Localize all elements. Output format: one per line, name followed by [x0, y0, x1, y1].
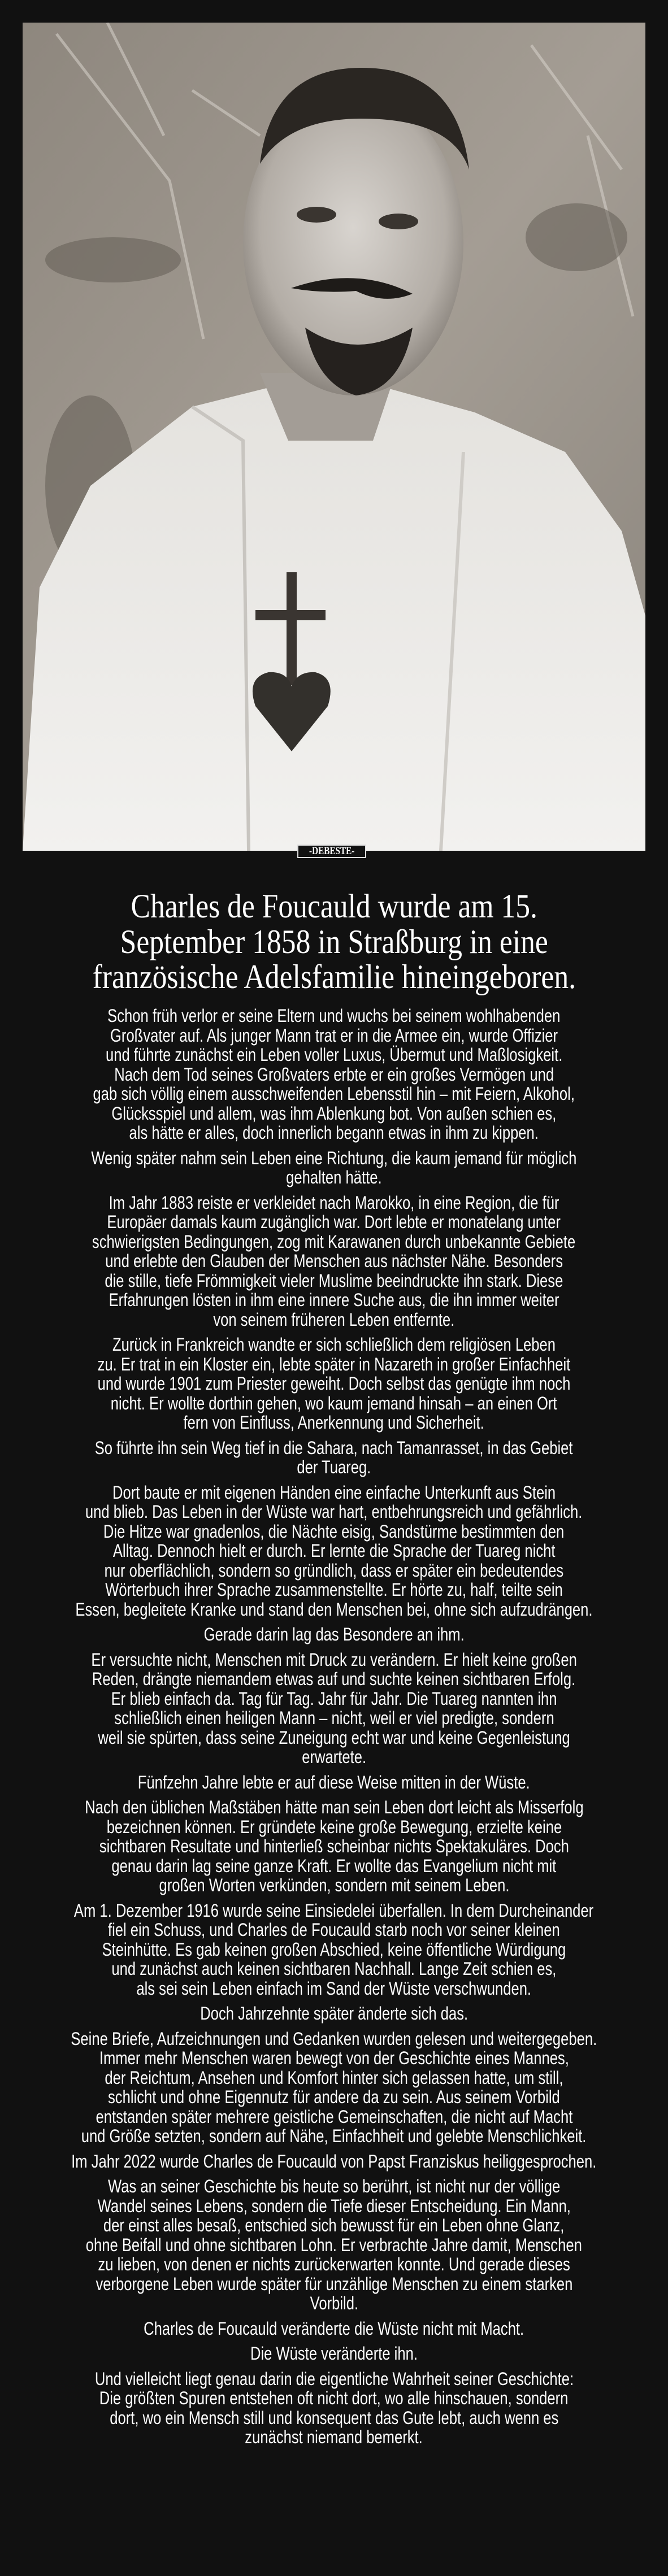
paragraph-line [0, 2029, 668, 2049]
paragraph-line [0, 2152, 668, 2172]
paragraph-line [0, 1979, 668, 1999]
paragraph-line [0, 1600, 668, 1620]
paragraph-text: von seinem früheren Leben entfernte. [213, 1309, 455, 1330]
paragraph-line [0, 1580, 668, 1600]
paragraph-line [0, 1212, 668, 1232]
paragraph [0, 2319, 668, 2339]
headline [0, 889, 668, 995]
paragraph-line [0, 1193, 668, 1213]
paragraph-text: Großvater auf. Als junger Mann trat er in die Armee ein, wurde Offizier [110, 1025, 558, 1046]
paragraph [0, 2177, 668, 2313]
paragraph-text: Er blieb einfach da. Tag für Tag. Jahr für Jahr. Die Tuareg nannten ihn [111, 1688, 557, 1709]
paragraph-line [0, 1065, 668, 1085]
paragraph-line [0, 1045, 668, 1065]
paragraph [0, 1006, 668, 1143]
paragraph-text: der Reichtum, Ansehen und Komfort hinter sich gelassen hatte, um still, [105, 2067, 563, 2088]
paragraph-line [0, 1394, 668, 1413]
paragraph-line [0, 1798, 668, 1817]
paragraph-line [0, 2369, 668, 2389]
paragraph-line [0, 1374, 668, 1394]
paragraph-text: genau darin lag seine ganze Kraft. Er wollte das Evangelium nicht mit [111, 1855, 557, 1876]
paragraph-line [0, 1959, 668, 1979]
paragraph-line [0, 1483, 668, 1503]
paragraph-text: und wurde 1901 zum Priester geweiht. Doch selbst das genügte ihm noch [97, 1373, 571, 1394]
paragraph [0, 1650, 668, 1767]
paragraph-line [0, 1123, 668, 1143]
paragraph [0, 1798, 668, 1895]
paragraph-line [0, 2274, 668, 2294]
paragraph-line [0, 2126, 668, 2146]
paragraph [0, 1901, 668, 1999]
article-body [0, 1006, 668, 2453]
paragraph-text: fiel ein Schuss, und Charles de Foucauld starb noch vor seiner kleinen [108, 1920, 560, 1940]
paragraph [0, 1773, 668, 1792]
paragraph-text: fern von Einfluss, Anerkennung und Sicherheit. [183, 1412, 485, 1433]
paragraph-text: nicht. Er wollte dorthin gehen, wo kaum jemand hinsah – an einen Ort [111, 1393, 557, 1413]
paragraph-line [0, 1457, 668, 1477]
paragraph-text: sichtbaren Resultate und hinterließ scheinbar nichts Spektakuläres. Doch [99, 1836, 569, 1856]
paragraph-text: Was an seiner Geschichte bis heute so berührt, ist nicht nur der völlige [107, 2176, 561, 2196]
paragraph-text: erwartete. [302, 1747, 366, 1767]
paragraph-line [0, 1728, 668, 1748]
portrait-photo [23, 23, 645, 851]
headline-text: französische Adelsfamilie hineingeboren. [92, 958, 576, 995]
paragraph-line [0, 2048, 668, 2068]
paragraph-text: entstanden später mehrere geistliche Gemeinschaften, die nicht auf Macht [96, 2106, 572, 2127]
paragraph-text: Gerade darin lag das Besondere an ihm. [203, 1624, 465, 1644]
paragraph-line [0, 1355, 668, 1374]
paragraph-text: und erlebte den Glauben der Menschen aus nächster Nähe. Besonders [105, 1251, 563, 1271]
paragraph [0, 1148, 668, 1187]
paragraph-line [0, 1920, 668, 1940]
paragraph-text: Wenig später nahm sein Leben eine Richtung, die kaum jemand für möglich [91, 1147, 577, 1168]
paragraph-text: ohne Beifall und ohne sichtbaren Lohn. Er verbrachte Jahre damit, Menschen [85, 2234, 583, 2255]
paragraph-line [0, 2427, 668, 2447]
paragraph-text: Doch Jahrzehnte später änderte sich das. [200, 2003, 468, 2024]
paragraph-line [0, 1876, 668, 1895]
debeste-watermark-logo: -DEBESTE- [297, 845, 366, 858]
paragraph-text: Fünfzehn Jahre lebte er auf diese Weise mitten in der Wüste. [138, 1772, 530, 1792]
paragraph-line [0, 1541, 668, 1561]
portrait-image [23, 23, 645, 851]
paragraph-line [0, 1413, 668, 1433]
paragraph [0, 2369, 668, 2447]
headline-text: September 1858 in Straßburg in eine [120, 923, 548, 960]
paragraph-text: Glücksspiel und allem, was ihm Ablenkung bot. Von außen schien es, [111, 1103, 557, 1124]
paragraph [0, 2029, 668, 2146]
paragraph-line [0, 1104, 668, 1124]
paragraph-line [0, 1669, 668, 1689]
paragraph-line [0, 2087, 668, 2107]
paragraph-line [0, 2294, 668, 2313]
paragraph [0, 1483, 668, 1620]
paragraph-text: bezeichnen können. Er gründete keine große Bewegung, erzielte keine [106, 1816, 562, 1837]
paragraph-text: So führte ihn sein Weg tief in die Sahara, nach Tamanrasset, in das Gebiet [95, 1437, 573, 1458]
paragraph-line [0, 1708, 668, 1728]
paragraph-line [0, 2319, 668, 2339]
paragraph-text: weil sie spürten, dass seine Zuneigung echt war und keine Gegenleistung [98, 1727, 570, 1748]
paragraph-text: verborgene Leben wurde später für unzählige Menschen zu einem starken [96, 2273, 572, 2294]
paragraph-text: als sei sein Leben einfach im Sand der Wüste verschwunden. [136, 1978, 532, 1999]
paragraph-text: Essen, begleitete Kranke und stand den Menschen bei, ohne sich aufzudrängen. [75, 1599, 593, 1620]
paragraph [0, 2344, 668, 2364]
paragraph-text: Und vielleicht liegt genau darin die eigentliche Wahrheit seiner Geschichte: [94, 2368, 574, 2389]
paragraph-line [0, 1271, 668, 1291]
paragraph-line [0, 1148, 668, 1168]
paragraph-text: und Größe setzten, sondern auf Nähe, Einfachheit und gelebte Menschlichkeit. [81, 2126, 587, 2146]
paragraph-text: Vorbild. [310, 2293, 358, 2313]
headline-line [0, 924, 668, 960]
paragraph-line [0, 1522, 668, 1542]
paragraph-text: Im Jahr 2022 wurde Charles de Foucauld von Papst Franziskus heiliggesprochen. [71, 2151, 597, 2172]
paragraph-line [0, 1856, 668, 1876]
paragraph-line [0, 2388, 668, 2408]
paragraph-line [0, 1290, 668, 1310]
paragraph-text: Nach den üblichen Maßstäben hätte man sein Leben dort leicht als Misserfolg [84, 1797, 584, 1817]
paragraph-line [0, 2216, 668, 2235]
paragraph-line [0, 1747, 668, 1767]
paragraph-text: Alltag. Dennoch hielt er durch. Er lernte die Sprache der Tuareg nicht [112, 1541, 556, 1561]
paragraph-line [0, 2177, 668, 2196]
paragraph-line [0, 2235, 668, 2255]
paragraph-line [0, 2344, 668, 2364]
paragraph-line [0, 2068, 668, 2088]
paragraph-line [0, 1650, 668, 1670]
paragraph [0, 2152, 668, 2172]
paragraph-text: schlicht und ohne Eigennutz für andere da zu sein. Aus seinem Vorbild [108, 2087, 560, 2107]
paragraph [0, 1193, 668, 1330]
paragraph-line [0, 1168, 668, 1187]
paragraph-text: zu lieben, von denen er nichts zurückerwarten konnte. Und gerade dieses [98, 2254, 570, 2274]
paragraph-text: gehalten hätte. [286, 1167, 382, 1187]
paragraph-line [0, 2255, 668, 2274]
paragraph-text: Wörterbuch ihrer Sprache zusammenstellte. Er hörte zu, half, teilte sein [105, 1579, 563, 1600]
paragraph-text: die stille, tiefe Frömmigkeit vieler Muslime beeindruckte ihn stark. Diese [105, 1270, 563, 1291]
paragraph-line [0, 1438, 668, 1458]
paragraph-text: der Tuareg. [297, 1457, 371, 1477]
paragraph-line [0, 1689, 668, 1709]
paragraph-text: großen Worten verkünden, sondern mit seinem Leben. [159, 1875, 509, 1895]
headline-line [0, 889, 668, 924]
paragraph-text: Seine Briefe, Aufzeichnungen und Gedanken wurden gelesen und weitergegeben. [71, 2028, 597, 2049]
paragraph-text: Er versuchte nicht, Menschen mit Druck zu verändern. Er hielt keine großen [91, 1649, 577, 1670]
paragraph-line [0, 1502, 668, 1522]
paragraph-text: Zurück in Frankreich wandte er sich schließlich dem religiösen Leben [112, 1334, 556, 1355]
paragraph-text: und führte zunächst ein Leben voller Luxus, Übermut und Maßlosigkeit. [105, 1045, 563, 1065]
paragraph-line [0, 1625, 668, 1644]
paragraph-text: und blieb. Das Leben in der Wüste war hart, entbehrungsreich und gefährlich. [85, 1502, 583, 1522]
paragraph-line [0, 1026, 668, 1046]
paragraph-text: zu. Er trat in ein Kloster ein, lebte später in Nazareth in großer Einfachheit [97, 1354, 571, 1374]
paragraph-text: Erfahrungen lösten in ihm eine innere Suche aus, die ihn immer weiter [109, 1290, 559, 1310]
paragraph-text: Charles de Foucauld veränderte die Wüste nicht mit Macht. [144, 2318, 524, 2339]
paragraph-text: Europäer damals kaum zugänglich war. Dort lebte er monatelang unter [107, 1212, 561, 1232]
paragraph-text: und zunächst auch keinen sichtbaren Nachhall. Lange Zeit schien es, [111, 1959, 557, 1979]
paragraph-line [0, 2004, 668, 2024]
paragraph [0, 1625, 668, 1644]
paragraph-text: als hätte er alles, doch innerlich begann etwas in ihm zu kippen. [129, 1122, 539, 1143]
paragraph-text: Nach dem Tod seines Großvaters erbte er ein großes Vermögen und [114, 1064, 554, 1085]
paragraph-text: schließlich einen heiligen Mann – nicht, weil er viel predigte, sondern [114, 1708, 554, 1728]
paragraph-line [0, 2408, 668, 2428]
paragraph [0, 1335, 668, 1433]
paragraph-line [0, 1837, 668, 1856]
paragraph-line [0, 1006, 668, 1026]
paragraph-text: Reden, drängte niemandem etwas auf und suchte keinen sichtbaren Erfolg. [92, 1669, 576, 1689]
paragraph-text: Am 1. Dezember 1916 wurde seine Einsiedelei überfallen. In dem Durcheinander [74, 1900, 594, 1921]
paragraph-text: Die größten Spuren entstehen oft nicht dort, wo alle hinschauen, sondern [99, 2388, 569, 2408]
paragraph-line [0, 1335, 668, 1355]
paragraph-line [0, 1232, 668, 1252]
paragraph-line [0, 2196, 668, 2216]
paragraph [0, 1438, 668, 1477]
paragraph-line [0, 1817, 668, 1837]
headline-line [0, 959, 668, 995]
paragraph-line [0, 1940, 668, 1960]
paragraph-text: Wandel seines Lebens, sondern die Tiefe dieser Entscheidung. Ein Mann, [97, 2195, 571, 2216]
paragraph-text: Schon früh verlor er seine Eltern und wuchs bei seinem wohlhabenden [107, 1006, 561, 1026]
paragraph-line [0, 1901, 668, 1921]
paragraph [0, 2004, 668, 2024]
paragraph-line [0, 1561, 668, 1581]
paragraph-line [0, 1251, 668, 1271]
paragraph-text: schwierigsten Bedingungen, zog mit Karawanen durch unbekannte Gebiete [92, 1231, 576, 1252]
paragraph-text: zunächst niemand bemerkt. [245, 2427, 423, 2447]
paragraph-line [0, 1084, 668, 1104]
paragraph-text: Dort baute er mit eigenen Händen eine einfache Unterkunft aus Stein [112, 1482, 556, 1503]
paragraph-text: Die Wüste veränderte ihn. [250, 2343, 418, 2364]
paragraph-text: Die Hitze war gnadenlos, die Nächte eisig, Sandstürme bestimmten den [103, 1521, 565, 1542]
paragraph-line [0, 1773, 668, 1792]
paragraph-text: Im Jahr 1883 reiste er verkleidet nach Marokko, in eine Region, die für [109, 1192, 559, 1213]
paragraph-line [0, 1310, 668, 1330]
paragraph-line [0, 2107, 668, 2127]
paragraph-text: nur oberflächlich, sondern so gründlich, dass er später ein bedeutendes [104, 1560, 564, 1581]
headline-text: Charles de Foucauld wurde am 15. [131, 887, 537, 925]
paragraph-text: dort, wo ein Mensch still und konsequent das Gute lebt, auch wenn es [109, 2407, 559, 2428]
paragraph-text: der einst alles besaß, entschied sich bewusst für ein Leben ohne Glanz, [103, 2215, 565, 2235]
paragraph-text: gab sich völlig einem ausschweifenden Lebensstil hin – mit Feiern, Alkohol, [93, 1084, 575, 1104]
paragraph-text: Steinhütte. Es gab keinen großen Abschied, keine öffentliche Würdigung [102, 1939, 566, 1960]
paragraph-text: Immer mehr Menschen waren bewegt von der Geschichte eines Mannes, [99, 2048, 569, 2068]
